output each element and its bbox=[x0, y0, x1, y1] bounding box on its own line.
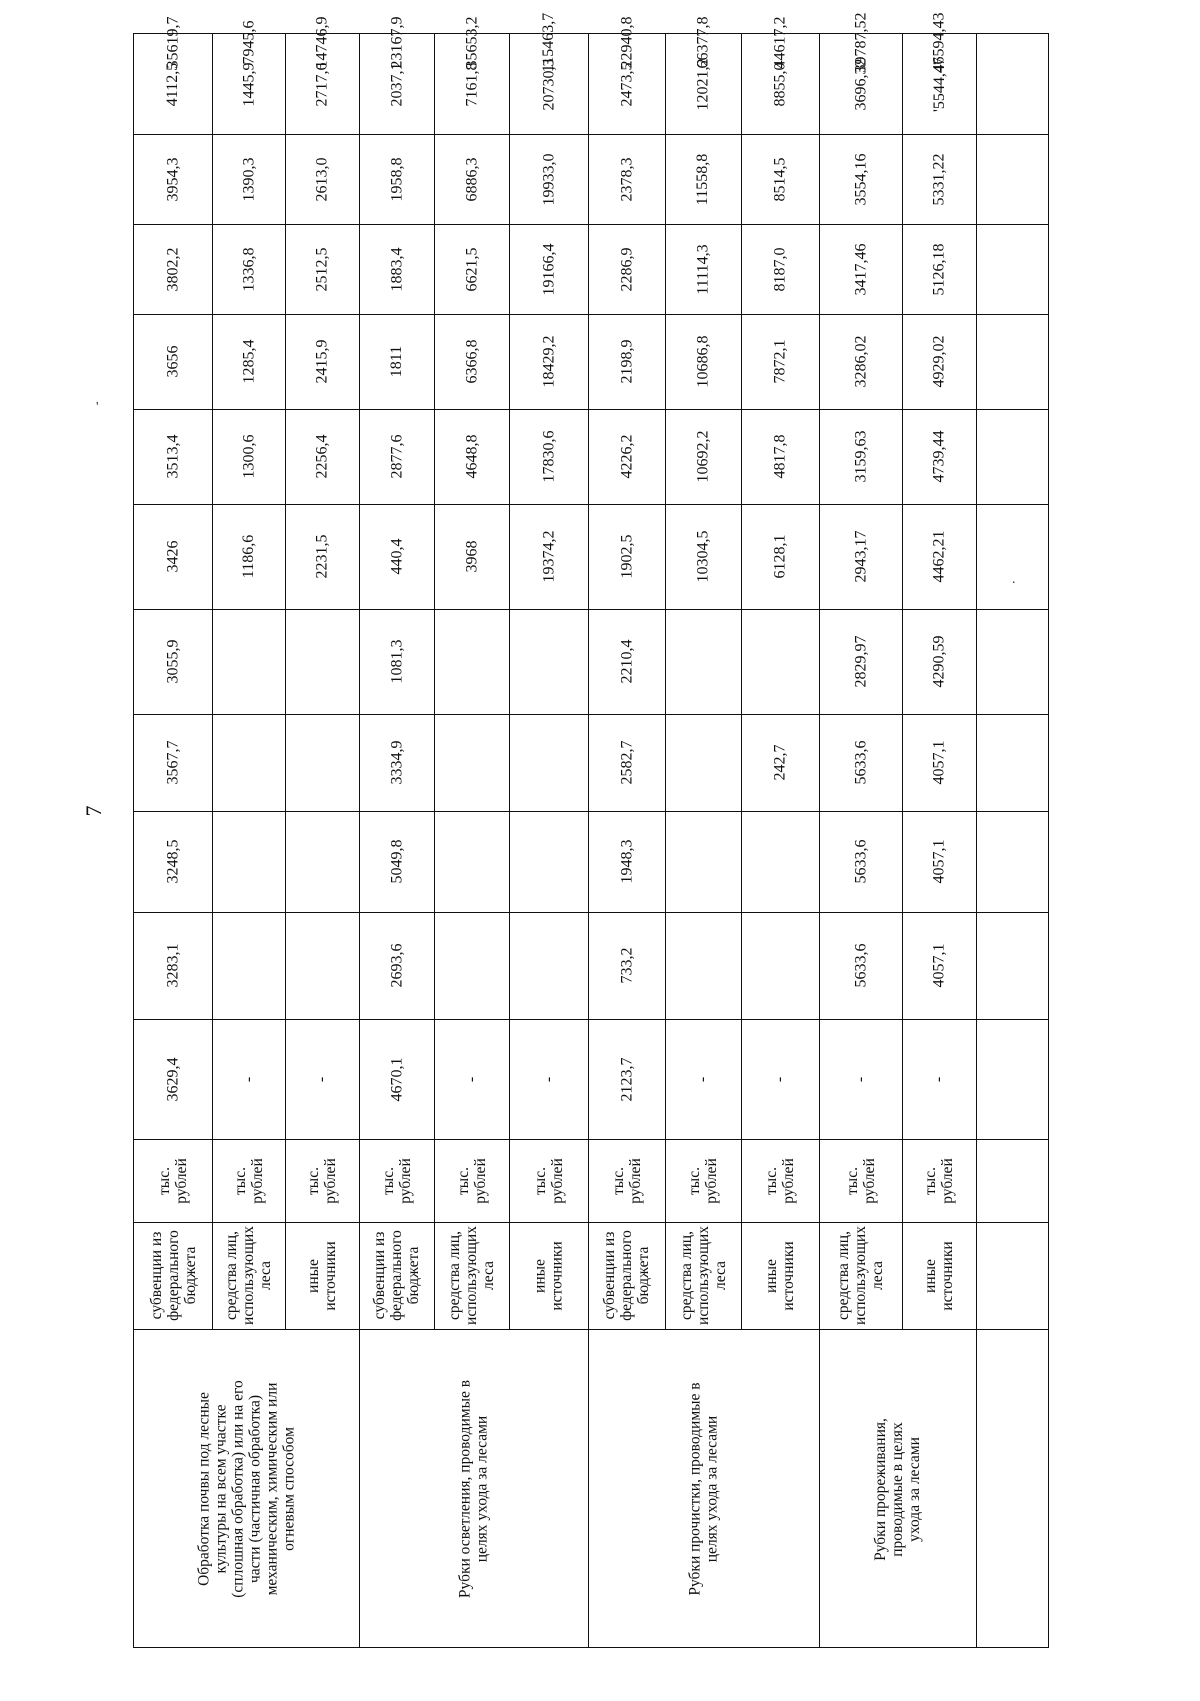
value-cell bbox=[665, 714, 741, 811]
value-cell-text: 2943,17 bbox=[852, 530, 869, 583]
value-cell-text: 4057,1 bbox=[930, 740, 948, 785]
value-cell bbox=[588, 314, 665, 409]
value-cell-text: 10686,8 bbox=[694, 335, 712, 388]
value-cell bbox=[285, 714, 359, 811]
value-cell bbox=[741, 714, 819, 811]
value-cell-text: 2693,6 bbox=[388, 943, 405, 988]
value-cell bbox=[359, 409, 434, 504]
value-cell bbox=[741, 912, 819, 1019]
value-cell-text: 1902,5 bbox=[618, 534, 635, 579]
unit-cell-text: тыс. рублей bbox=[531, 1157, 566, 1204]
value-cell-text: 1445,9 bbox=[240, 62, 257, 106]
value-cell-text: 1958,8 bbox=[388, 157, 405, 201]
value-cell bbox=[902, 714, 976, 811]
value-cell-text: - bbox=[313, 1076, 331, 1082]
value-cell bbox=[434, 1019, 509, 1139]
group-name-text: Рубки прочистки, проводимые в целях ухода за лесами bbox=[686, 1382, 721, 1596]
value-cell bbox=[212, 504, 285, 609]
value-cell bbox=[819, 609, 902, 714]
value-cell-text: 35653,2 bbox=[463, 16, 480, 69]
source-cell-text: иные источники bbox=[305, 1240, 339, 1311]
value-cell-text: 2613,0 bbox=[313, 157, 331, 201]
value-cell bbox=[819, 314, 902, 409]
value-cell bbox=[359, 504, 434, 609]
page-number: 7 bbox=[81, 805, 106, 817]
value-cell-text: 1300,6 bbox=[240, 434, 257, 479]
value-cell bbox=[285, 224, 359, 314]
table-column-line bbox=[976, 34, 977, 1647]
value-cell-text: 6128,1 bbox=[771, 534, 789, 579]
value-cell bbox=[285, 16, 359, 69]
value-cell-text: 5633,6 bbox=[852, 943, 869, 988]
value-cell bbox=[285, 314, 359, 409]
value-cell bbox=[665, 314, 741, 409]
value-cell bbox=[819, 912, 902, 1019]
value-cell-text: 3968 bbox=[463, 540, 480, 573]
value-cell-text: 39787,52 bbox=[852, 12, 869, 73]
value-cell bbox=[509, 811, 588, 912]
value-cell-text: 3513,4 bbox=[164, 434, 182, 479]
scan-speck: . bbox=[1012, 572, 1016, 587]
value-cell-text: 44617,2 bbox=[771, 16, 789, 69]
value-cell-text: 18429,2 bbox=[540, 335, 557, 388]
value-cell-text: 3426 bbox=[164, 540, 182, 573]
value-cell bbox=[212, 224, 285, 314]
value-cell bbox=[509, 134, 588, 224]
group-name-text: Рубки осветления, проводимые в целях ухода за лесами bbox=[456, 1379, 491, 1599]
value-cell-text: 2198,9 bbox=[618, 339, 635, 384]
value-cell-text: 19933,0 bbox=[540, 153, 557, 205]
source-cell-text: средства лиц, использующих леса bbox=[835, 1226, 887, 1325]
unit-cell bbox=[588, 1139, 665, 1222]
value-cell bbox=[434, 609, 509, 714]
source-cell bbox=[212, 1222, 285, 1329]
value-cell bbox=[509, 504, 588, 609]
value-cell-text: 14746,9 bbox=[313, 16, 331, 69]
source-cell bbox=[819, 1222, 902, 1329]
unit-cell-text: тыс. рублей bbox=[609, 1157, 644, 1204]
value-cell-text: 2286,9 bbox=[618, 247, 635, 291]
value-cell-text: 1081,3 bbox=[388, 639, 405, 684]
data-table bbox=[133, 12, 1049, 1648]
value-cell bbox=[902, 912, 976, 1019]
value-cell-text: 4057,1 bbox=[930, 839, 948, 884]
value-cell-text: 3286,02 bbox=[852, 335, 869, 388]
group-name bbox=[819, 1329, 976, 1649]
value-cell-text: 11114,3 bbox=[694, 243, 712, 295]
value-cell bbox=[509, 1019, 588, 1139]
value-cell bbox=[509, 314, 588, 409]
value-cell bbox=[134, 912, 212, 1019]
value-cell-text: 3567,7 bbox=[164, 740, 182, 785]
value-cell bbox=[902, 224, 976, 314]
value-cell-text: 1390,3 bbox=[240, 157, 257, 201]
value-cell-text: 4290,59 bbox=[930, 635, 948, 688]
value-cell-text: - bbox=[539, 1076, 557, 1082]
group-name-text: Рубки прореживания, проводимые в целях ухода за лесами bbox=[872, 1417, 923, 1561]
value-cell-text: 1336,8 bbox=[240, 247, 257, 291]
value-cell bbox=[434, 811, 509, 912]
value-cell bbox=[665, 811, 741, 912]
value-cell bbox=[665, 609, 741, 714]
value-cell bbox=[212, 714, 285, 811]
value-cell-text: - bbox=[851, 1076, 869, 1082]
value-cell-text: 4929,02 bbox=[930, 335, 948, 388]
value-cell bbox=[134, 504, 212, 609]
value-cell bbox=[819, 134, 902, 224]
value-cell-text: 2473,5 bbox=[618, 62, 635, 106]
value-cell bbox=[134, 811, 212, 912]
value-cell-text: 2123,7 bbox=[618, 1057, 635, 1101]
value-cell bbox=[741, 811, 819, 912]
value-cell-text: 3954,3 bbox=[164, 157, 182, 201]
value-cell bbox=[819, 409, 902, 504]
value-cell bbox=[134, 409, 212, 504]
value-cell bbox=[819, 12, 902, 73]
value-cell-text: 11558,8 bbox=[694, 153, 712, 205]
value-cell-text: 2210,4 bbox=[618, 639, 635, 684]
value-cell bbox=[509, 609, 588, 714]
source-cell-text: субвенции из федерального бюджета bbox=[147, 1230, 199, 1321]
value-cell bbox=[819, 504, 902, 609]
value-cell-text: 2256,4 bbox=[313, 434, 331, 479]
unit-cell bbox=[434, 1139, 509, 1222]
source-cell bbox=[434, 1222, 509, 1329]
value-cell bbox=[741, 1019, 819, 1139]
value-cell bbox=[588, 609, 665, 714]
value-cell bbox=[741, 134, 819, 224]
value-cell-text: 6366,8 bbox=[463, 339, 480, 384]
value-cell bbox=[212, 811, 285, 912]
value-cell-text: 733,2 bbox=[618, 947, 635, 984]
value-cell-text: '5544,47 bbox=[930, 56, 948, 112]
value-cell bbox=[212, 912, 285, 1019]
value-cell-text: - bbox=[694, 1076, 712, 1082]
value-cell-text: 3334,9 bbox=[388, 740, 405, 785]
value-cell-text: - bbox=[930, 1076, 948, 1082]
value-cell bbox=[665, 134, 741, 224]
unit-cell bbox=[665, 1139, 741, 1222]
value-cell-text: 3554,16 bbox=[852, 153, 869, 205]
value-cell bbox=[902, 314, 976, 409]
value-cell bbox=[434, 714, 509, 811]
value-cell bbox=[588, 912, 665, 1019]
value-cell bbox=[434, 912, 509, 1019]
value-cell bbox=[819, 811, 902, 912]
value-cell-text: 17830,6 bbox=[540, 430, 557, 483]
source-cell-text: субвенции из федерального бюджета bbox=[601, 1230, 653, 1321]
value-cell bbox=[588, 504, 665, 609]
value-cell bbox=[588, 134, 665, 224]
value-cell bbox=[359, 912, 434, 1019]
value-cell-text: 3283,1 bbox=[164, 943, 182, 988]
value-cell bbox=[819, 714, 902, 811]
value-cell-text: 66377,8 bbox=[694, 16, 712, 69]
unit-cell-text: тыс. рублей bbox=[843, 1157, 878, 1204]
value-cell-text: 22940,8 bbox=[618, 16, 635, 69]
value-cell-text: 2877,6 bbox=[388, 434, 405, 479]
value-cell-text: - bbox=[239, 1076, 257, 1082]
value-cell bbox=[902, 12, 976, 73]
value-cell bbox=[509, 912, 588, 1019]
value-cell bbox=[359, 314, 434, 409]
unit-cell-text: тыс. рублей bbox=[686, 1157, 720, 1204]
value-cell bbox=[902, 1019, 976, 1139]
value-cell-text: 4739,44 bbox=[930, 430, 948, 483]
value-cell-text: 2415,9 bbox=[313, 339, 331, 384]
value-cell-text: 5126,18 bbox=[930, 243, 948, 295]
value-cell bbox=[359, 714, 434, 811]
value-cell-text: 4112,5 bbox=[164, 62, 182, 106]
value-cell bbox=[741, 504, 819, 609]
value-cell bbox=[285, 1019, 359, 1139]
group-name bbox=[588, 1329, 819, 1649]
value-cell bbox=[588, 224, 665, 314]
source-cell-text: иные источники bbox=[763, 1240, 797, 1311]
source-cell bbox=[134, 1222, 212, 1329]
unit-cell bbox=[134, 1139, 212, 1222]
value-cell bbox=[359, 16, 434, 69]
group-name bbox=[134, 1329, 359, 1649]
unit-cell bbox=[902, 1139, 976, 1222]
unit-cell bbox=[212, 1139, 285, 1222]
source-cell bbox=[588, 1222, 665, 1329]
unit-cell-text: тыс. рублей bbox=[379, 1157, 414, 1204]
value-cell bbox=[434, 409, 509, 504]
value-cell bbox=[134, 314, 212, 409]
value-cell-text: 3159,63 bbox=[852, 430, 869, 483]
value-cell-text: 10692,2 bbox=[694, 430, 712, 483]
value-cell bbox=[509, 714, 588, 811]
value-cell-text: 19166,4 bbox=[540, 243, 557, 295]
value-cell bbox=[359, 1019, 434, 1139]
value-cell-text: 1811 bbox=[388, 345, 405, 378]
value-cell bbox=[359, 224, 434, 314]
value-cell bbox=[212, 609, 285, 714]
value-cell-text: 23167,9 bbox=[388, 16, 405, 69]
value-cell-text: 3055,9 bbox=[164, 639, 182, 684]
source-cell-text: средства лиц, использующих леса bbox=[677, 1226, 729, 1325]
value-cell-text: 4670,1 bbox=[388, 1057, 405, 1101]
value-cell bbox=[212, 314, 285, 409]
value-cell bbox=[134, 714, 212, 811]
value-cell-text: 8855,0 bbox=[771, 62, 789, 106]
value-cell bbox=[134, 224, 212, 314]
value-cell bbox=[741, 609, 819, 714]
unit-cell bbox=[359, 1139, 434, 1222]
unit-cell bbox=[741, 1139, 819, 1222]
unit-cell-text: тыс. рублей bbox=[305, 1157, 339, 1204]
value-cell-text: 4462,21 bbox=[930, 530, 948, 583]
value-cell bbox=[134, 134, 212, 224]
source-cell bbox=[665, 1222, 741, 1329]
value-cell bbox=[134, 16, 212, 69]
value-cell-text: 20730,3 bbox=[540, 58, 557, 110]
source-cell bbox=[359, 1222, 434, 1329]
value-cell bbox=[665, 912, 741, 1019]
source-cell-text: средства лиц, использующих леса bbox=[446, 1226, 498, 1325]
value-cell-text: 4648,8 bbox=[463, 434, 480, 479]
value-cell bbox=[819, 1019, 902, 1139]
value-cell-text: 3802,2 bbox=[164, 247, 182, 291]
value-cell bbox=[665, 1019, 741, 1139]
value-cell-text: 2829,97 bbox=[852, 635, 869, 688]
value-cell bbox=[588, 16, 665, 69]
value-cell bbox=[509, 409, 588, 504]
value-cell-text: 3248,5 bbox=[164, 839, 182, 884]
value-cell bbox=[285, 409, 359, 504]
group-name-text: Обработка почвы под лесные культуры на всем участке (сплошная обработка) или на его части (частичная обработка) механическим, химическим или огневым способом bbox=[195, 1380, 298, 1598]
value-cell-text: 1285,4 bbox=[240, 339, 257, 384]
value-cell-text: 4817,8 bbox=[771, 434, 789, 479]
value-cell-text: 8187,0 bbox=[771, 247, 789, 291]
unit-cell bbox=[285, 1139, 359, 1222]
value-cell bbox=[434, 16, 509, 69]
value-cell bbox=[134, 1019, 212, 1139]
source-cell bbox=[509, 1222, 588, 1329]
value-cell-text: 3629,4 bbox=[164, 1057, 182, 1101]
value-cell bbox=[212, 20, 285, 65]
value-cell bbox=[819, 224, 902, 314]
value-cell bbox=[359, 134, 434, 224]
value-cell bbox=[902, 504, 976, 609]
value-cell bbox=[665, 224, 741, 314]
value-cell bbox=[741, 314, 819, 409]
value-cell-text: 35619,7 bbox=[164, 16, 182, 69]
scan-speck: ' bbox=[96, 400, 99, 415]
value-cell-text: 10304,5 bbox=[694, 530, 712, 583]
unit-cell bbox=[819, 1139, 902, 1222]
value-cell-text: 115463,7 bbox=[540, 12, 557, 73]
value-cell-text: 3696,32 bbox=[852, 58, 869, 110]
value-cell bbox=[359, 609, 434, 714]
value-cell-text: 5049,8 bbox=[388, 839, 405, 884]
value-cell bbox=[902, 811, 976, 912]
unit-cell-text: тыс. рублей bbox=[231, 1157, 266, 1204]
value-cell-text: 2717,6 bbox=[313, 62, 331, 106]
value-cell-text: 4226,2 bbox=[618, 434, 635, 479]
value-cell-text: 2512,5 bbox=[313, 247, 331, 291]
value-cell-text: 5633,6 bbox=[852, 839, 869, 884]
value-cell bbox=[212, 1019, 285, 1139]
value-cell-text: 242,7 bbox=[771, 744, 789, 781]
value-cell-text: 2231,5 bbox=[313, 534, 331, 579]
source-cell-text: иные источники bbox=[922, 1240, 956, 1311]
value-cell bbox=[285, 609, 359, 714]
value-cell bbox=[588, 1019, 665, 1139]
value-cell-text: 3656 bbox=[164, 345, 182, 378]
value-cell bbox=[665, 504, 741, 609]
value-cell bbox=[434, 504, 509, 609]
value-cell bbox=[665, 409, 741, 504]
value-cell bbox=[509, 12, 588, 73]
value-cell-text: 12021,2 bbox=[694, 58, 712, 110]
value-cell bbox=[588, 409, 665, 504]
value-cell-text: 1883,4 bbox=[388, 247, 405, 291]
value-cell-text: 6621,5 bbox=[463, 247, 480, 291]
value-cell bbox=[902, 134, 976, 224]
value-cell-text: 7945,6 bbox=[240, 20, 257, 65]
value-cell bbox=[285, 504, 359, 609]
value-cell-text: 3417,46 bbox=[852, 243, 869, 295]
source-cell bbox=[902, 1222, 976, 1329]
unit-cell bbox=[509, 1139, 588, 1222]
value-cell bbox=[285, 134, 359, 224]
value-cell bbox=[741, 224, 819, 314]
value-cell bbox=[285, 811, 359, 912]
value-cell-text: 1186,6 bbox=[240, 534, 257, 579]
value-cell-text: 5633,6 bbox=[852, 740, 869, 785]
value-cell-text: 2582,7 bbox=[618, 740, 635, 785]
source-cell-text: иные источники bbox=[531, 1240, 566, 1311]
group-name bbox=[359, 1329, 588, 1649]
value-cell-text: - bbox=[771, 1076, 789, 1082]
source-cell bbox=[741, 1222, 819, 1329]
value-cell-text: 440,4 bbox=[388, 538, 405, 575]
value-cell bbox=[434, 134, 509, 224]
value-cell-text: 46594,43 bbox=[930, 12, 948, 73]
value-cell bbox=[741, 16, 819, 69]
source-cell-text: субвенции из федерального бюджета bbox=[371, 1230, 423, 1321]
source-cell bbox=[285, 1222, 359, 1329]
unit-cell-text: тыс. рублей bbox=[763, 1157, 797, 1204]
value-cell-text: 6886,3 bbox=[463, 157, 480, 201]
value-cell-text: 7161,8 bbox=[463, 62, 480, 106]
value-cell bbox=[434, 314, 509, 409]
value-cell-text: - bbox=[462, 1076, 480, 1082]
value-cell-text: 19374,2 bbox=[540, 530, 557, 583]
value-cell-text: 2378,3 bbox=[618, 157, 635, 201]
value-cell bbox=[902, 409, 976, 504]
value-cell bbox=[741, 409, 819, 504]
value-cell bbox=[665, 16, 741, 69]
value-cell bbox=[359, 811, 434, 912]
value-cell-text: 8514,5 bbox=[771, 157, 789, 201]
value-cell-text: 2037,1 bbox=[388, 62, 405, 106]
unit-cell-text: тыс. рублей bbox=[922, 1157, 956, 1204]
value-cell bbox=[509, 224, 588, 314]
value-cell bbox=[212, 409, 285, 504]
value-cell-text: 1948,3 bbox=[618, 839, 635, 884]
value-cell-text: 7872,1 bbox=[771, 339, 789, 384]
value-cell-text: 5331,22 bbox=[930, 153, 948, 205]
value-cell bbox=[134, 609, 212, 714]
value-cell bbox=[285, 912, 359, 1019]
unit-cell-text: тыс. рублей bbox=[156, 1157, 190, 1204]
value-cell bbox=[588, 811, 665, 912]
unit-cell-text: тыс. рублей bbox=[454, 1157, 489, 1204]
source-cell-text: средства лиц, использующих леса bbox=[223, 1226, 275, 1325]
value-cell bbox=[588, 714, 665, 811]
value-cell bbox=[434, 224, 509, 314]
value-cell bbox=[212, 134, 285, 224]
value-cell bbox=[902, 609, 976, 714]
value-cell-text: 4057,1 bbox=[930, 943, 948, 988]
